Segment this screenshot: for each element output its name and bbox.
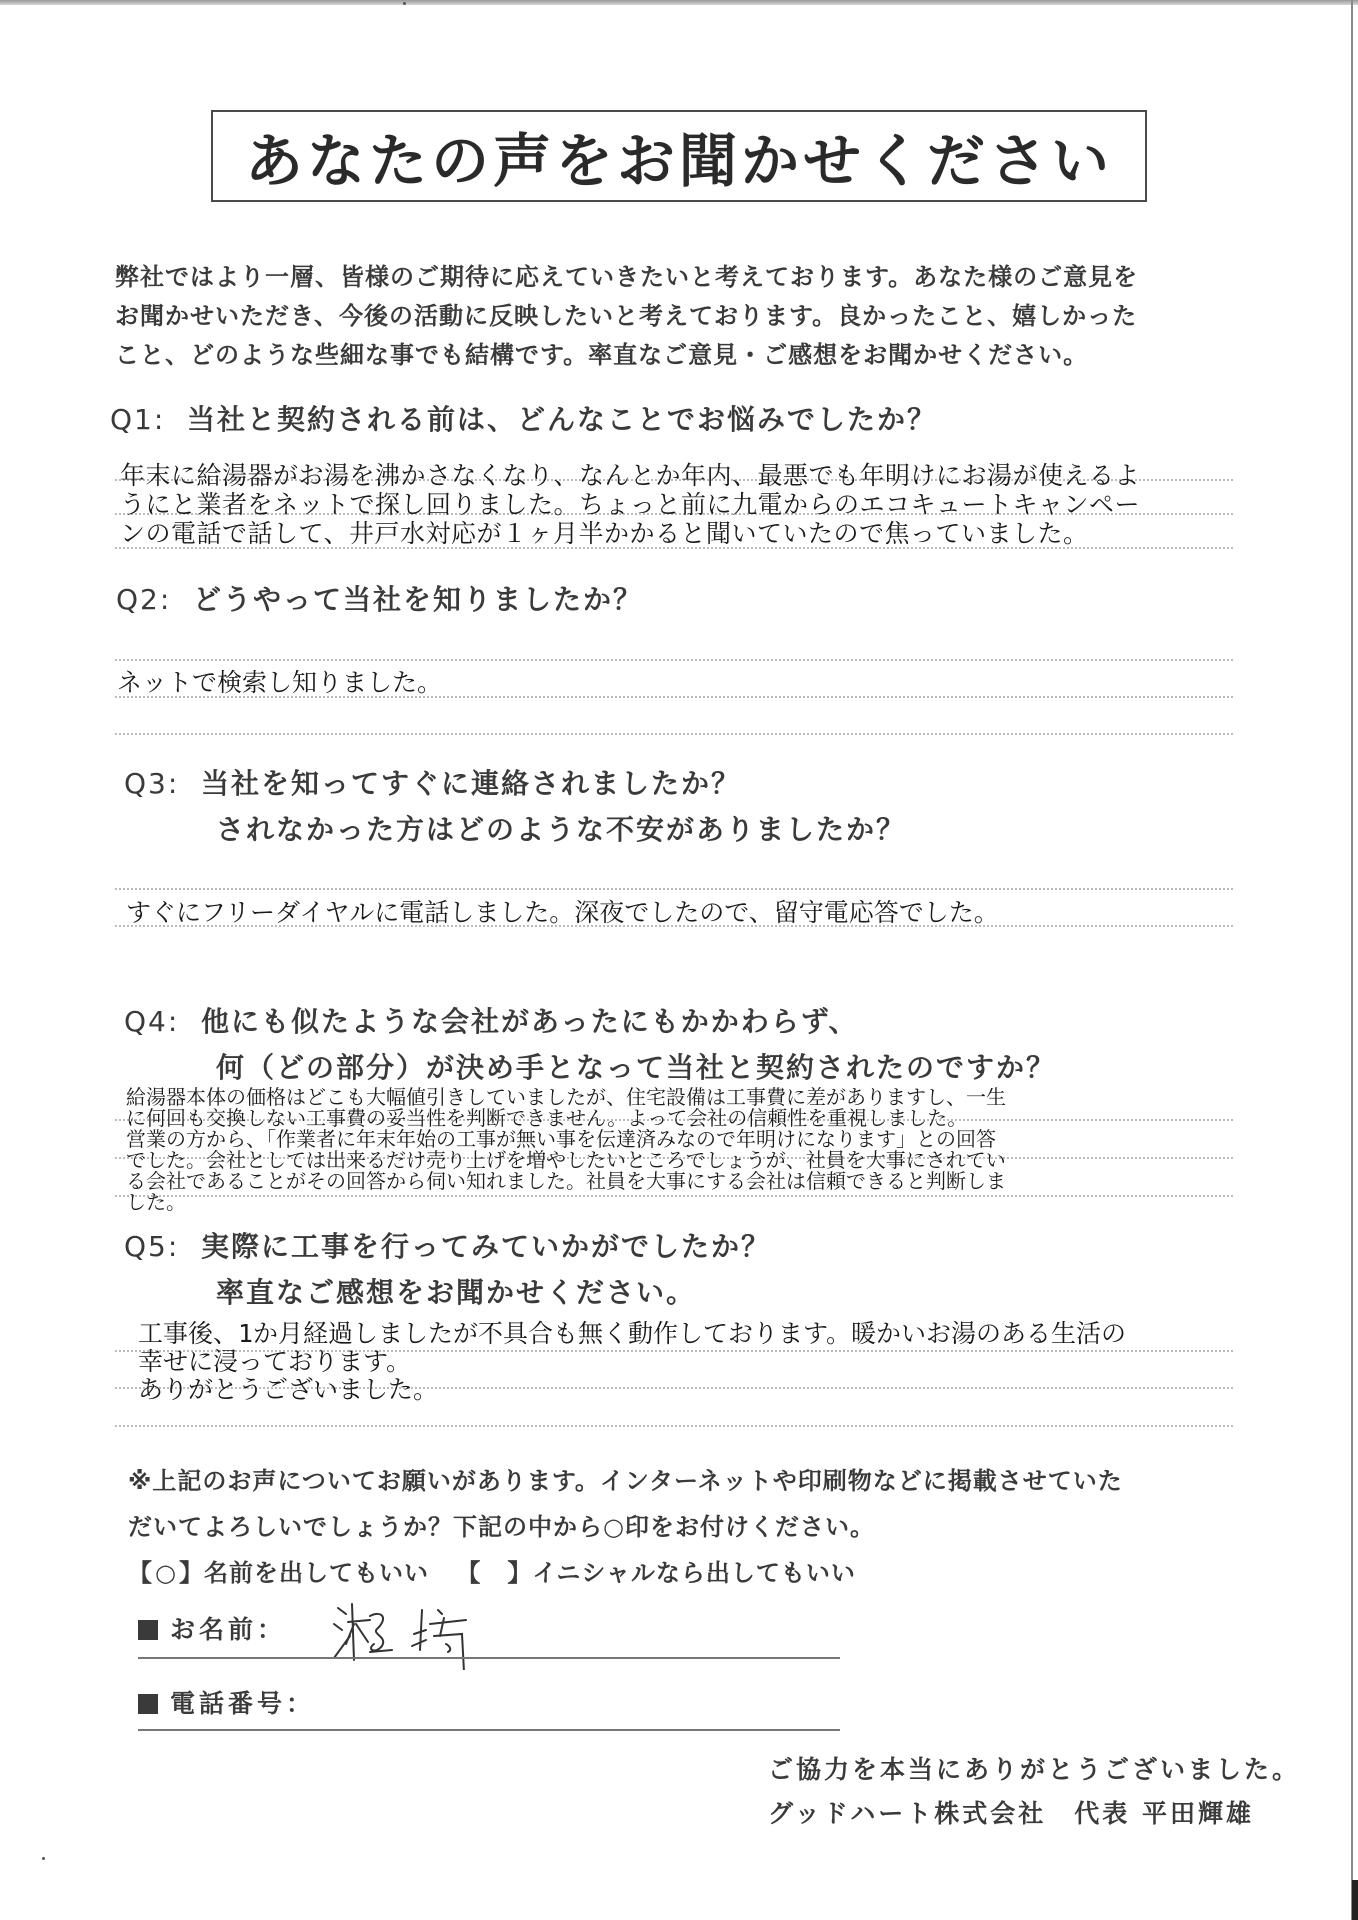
signature-text: グッドハート株式会社 代表 平田輝雄 (768, 1799, 1254, 1828)
question-4 (124, 1000, 1056, 1086)
question-number: Q2: (116, 583, 172, 616)
phone-underline (138, 1729, 840, 1731)
consent-section (128, 1458, 1123, 1596)
name-field-label (138, 1610, 286, 1646)
question-3 (124, 762, 906, 848)
consent-line: だいてよろしいでしょうか？下記の中から○印をお付けください。 (128, 1513, 875, 1541)
question-text: 他にも似たような会社があったにもかかわらず、 (201, 1005, 859, 1038)
answer-4 (126, 1087, 1006, 1213)
answer-line: した。 (126, 1190, 186, 1214)
name-label: お名前： (170, 1615, 287, 1644)
answer-line: 年末に給湯器がお湯を沸かさなくなり、なんとか年内、最悪でも年明けにお湯が使えるよ (120, 461, 1141, 490)
option-label: イニシャルなら出してもいい (532, 1559, 856, 1587)
question-text: されなかった方はどのような不安がありましたか？ (216, 813, 907, 846)
answer-line: ありがとうございました。 (138, 1375, 439, 1404)
bullet-square-icon (138, 1694, 158, 1714)
scan-edge-top (0, 0, 1358, 5)
question-text: 当社と契約される前は、どんなことでお悩みでしたか？ (187, 403, 938, 436)
scan-edge-corner (1352, 1880, 1358, 1920)
question-text: 率直なご感想をお聞かせください。 (216, 1276, 697, 1309)
question-5 (124, 1225, 771, 1311)
answer-rule (115, 733, 1233, 735)
answer-line: ンの電話で話して、井戸水対応が１ヶ月半かかると聞いていたので焦っていました。 (120, 519, 1089, 548)
answer-2: ネットで検索し知りました。 (117, 668, 443, 697)
scan-edge-right (1351, 0, 1353, 1920)
answer-line: 幸せに浸っております。 (138, 1347, 412, 1376)
answer-rule (115, 888, 1233, 890)
name-underline (138, 1657, 840, 1659)
answer-1 (120, 461, 1140, 548)
answer-3: すぐにフリーダイヤルに電話しました。深夜でしたので、留守電応答でした。 (126, 898, 999, 927)
bullet-square-icon (138, 1620, 158, 1640)
answer-line: 営業の方から、「作業者に年末年始の工事が無い事を伝達済みなので年明けになります」との回答 (126, 1127, 996, 1151)
answer-rule (115, 1425, 1233, 1427)
consent-options (128, 1550, 1123, 1596)
question-2 (116, 578, 643, 618)
answer-line: る会社であることがその回答から伺い知れました。社員を大事にする会社は信頼できると判断しま (126, 1169, 1006, 1193)
handwritten-name[interactable] (330, 1600, 500, 1670)
page-title: あなたの声をお聞かせください (244, 127, 1113, 195)
consent-line: ※上記のお声についてお願いがあります。インターネットや印刷物などに掲載させていた (128, 1467, 1123, 1495)
title-box (211, 110, 1147, 202)
option-mark: ○ (155, 1559, 177, 1587)
question-text: どうやって当社を知りましたか？ (193, 583, 644, 616)
phone-field-label (138, 1684, 315, 1720)
intro-paragraph (115, 258, 1235, 375)
question-number: Q4: (124, 1005, 180, 1038)
question-number: Q5: (124, 1230, 180, 1263)
scan-speck (403, 2, 406, 5)
answer-line: でした。会社としては出来るだけ売り上げを増やしたいところでしょうが、社員を大事にされてい (126, 1148, 1006, 1172)
answer-line: に何回も交換しない工事費の妥当性を判断できません。よって会社の信頼性を重視しました。 (126, 1106, 968, 1130)
option-initials-ok[interactable]: 【 】イニシャルなら出してもいい (456, 1559, 856, 1587)
answer-5 (138, 1320, 1126, 1404)
phone-label: 電話番号： (170, 1689, 316, 1718)
scan-speck (42, 1857, 45, 1860)
answer-line: 給湯器本体の価格はどこも大幅値引きしていましたが、住宅設備は工事費に差がありますし、一生 (126, 1085, 1006, 1109)
option-label: 名前を出してもいい (204, 1559, 429, 1587)
question-text: 当社を知ってすぐに連絡されましたか？ (201, 767, 742, 800)
intro-line: 弊社ではより一層、皆様のご期待に応えていきたいと考えております。あなた様のご意見を (115, 263, 1139, 291)
question-text: 実際に工事を行ってみていかがでしたか？ (201, 1230, 772, 1263)
question-text: 何（どの部分）が決め手となって当社と契約されたのですか？ (216, 1051, 1057, 1084)
question-number: Q1: (110, 403, 166, 436)
option-name-ok[interactable]: 【○】名前を出してもいい (128, 1550, 429, 1596)
thanks-text: ご協力を本当にありがとうございました。 (768, 1755, 1301, 1784)
intro-line: こと、どのような些細な事でも結構です。率直なご意見・ご感想をお聞かせください。 (115, 341, 1089, 369)
answer-rule (115, 659, 1233, 661)
intro-line: お聞かせいただき、今後の活動に反映したいと考えております。良かったこと、嬉しかった (115, 302, 1138, 330)
answer-line: 工事後、1か月経過しましたが不具合も無く動作しております。暖かいお湯のある生活の (138, 1319, 1127, 1348)
footer (768, 1748, 1300, 1836)
question-number: Q3: (124, 767, 180, 800)
question-1 (110, 398, 937, 438)
answer-line: うにと業者をネットで探し回りました。ちょっと前に九電からのエコキュートキャンペー (120, 490, 1141, 519)
